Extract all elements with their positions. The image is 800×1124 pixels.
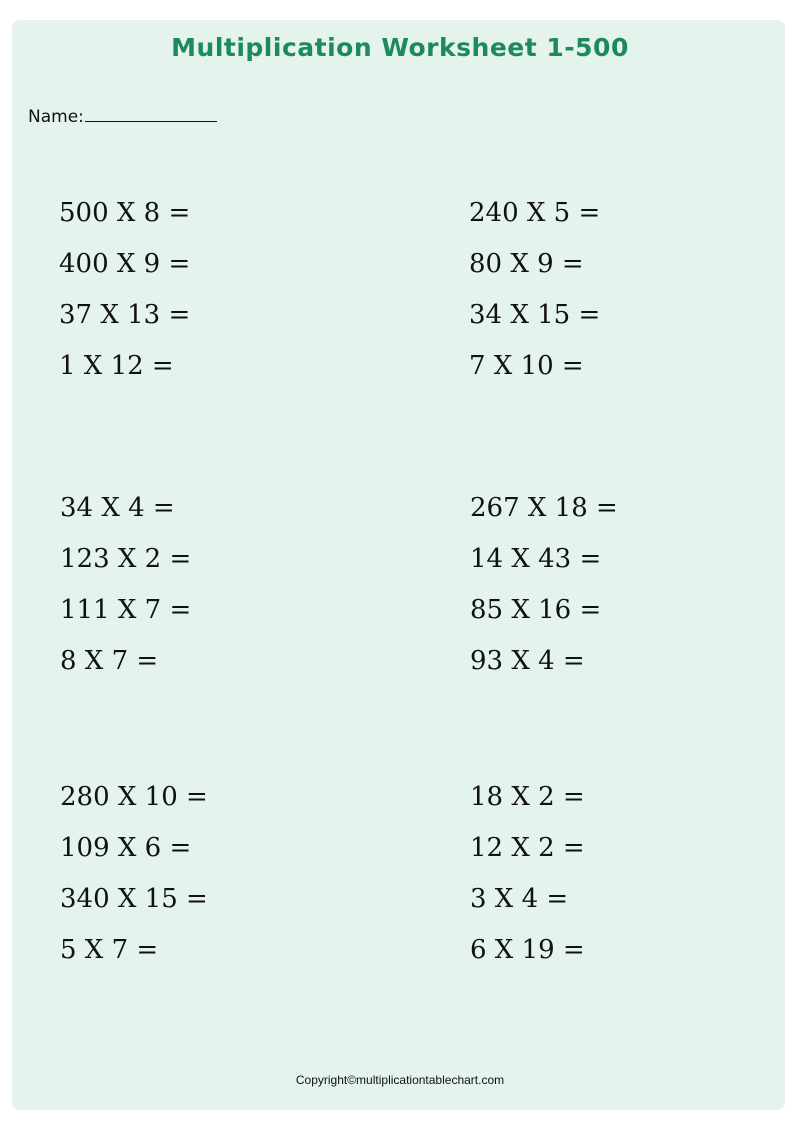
problem: 1 X 12 = — [59, 351, 174, 381]
problem: 240 X 5 = — [469, 198, 601, 228]
problem: 340 X 15 = — [60, 884, 208, 914]
problem: 267 X 18 = — [470, 493, 618, 523]
problem: 93 X 4 = — [470, 646, 585, 676]
problem: 500 X 8 = — [59, 198, 191, 228]
problem: 14 X 43 = — [470, 544, 602, 574]
problem: 5 X 7 = — [60, 935, 159, 965]
problem: 12 X 2 = — [470, 833, 585, 863]
name-label: Name: — [28, 107, 84, 127]
problem: 111 X 7 = — [60, 595, 192, 625]
problem: 85 X 16 = — [470, 595, 602, 625]
problem: 109 X 6 = — [60, 833, 192, 863]
problem: 80 X 9 = — [469, 249, 584, 279]
problem: 34 X 15 = — [469, 300, 601, 330]
problem: 6 X 19 = — [470, 935, 585, 965]
problem: 400 X 9 = — [59, 249, 191, 279]
problem: 34 X 4 = — [60, 493, 175, 523]
problem: 123 X 2 = — [60, 544, 192, 574]
problem: 7 X 10 = — [469, 351, 584, 381]
problem: 280 X 10 = — [60, 782, 208, 812]
problem: 37 X 13 = — [59, 300, 191, 330]
name-blank-line — [85, 103, 217, 122]
problem: 3 X 4 = — [470, 884, 569, 914]
name-field — [28, 103, 217, 128]
problem: 8 X 7 = — [60, 646, 159, 676]
copyright-footer: Copyright©multiplicationtablechart.com — [295, 1073, 505, 1087]
worksheet-title: Multiplication Worksheet 1-500 — [171, 33, 629, 62]
problem: 18 X 2 = — [470, 782, 585, 812]
